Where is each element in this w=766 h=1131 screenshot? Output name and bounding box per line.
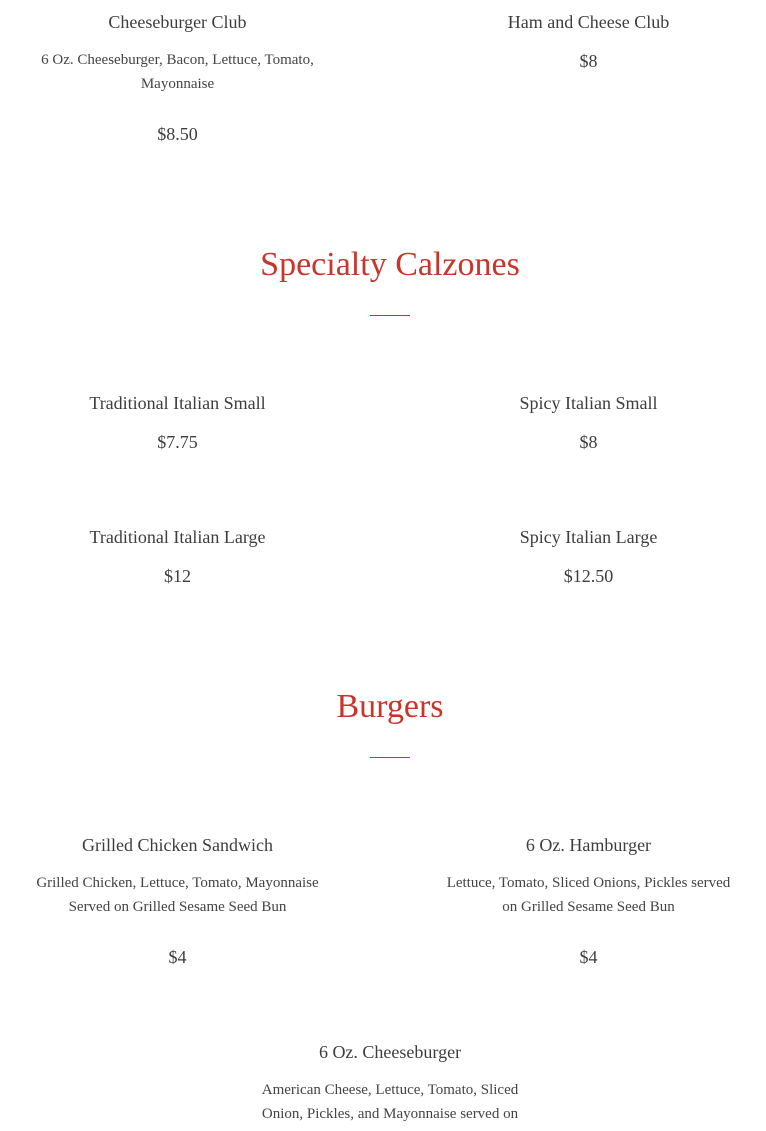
menu-item-description: 6 Oz. Cheeseburger, Bacon, Lettuce, Tomato, Mayonnaise — [41, 52, 314, 92]
menu-item-price: $12 — [164, 566, 191, 586]
menu-item-description: American Cheese, Lettuce, Tomato, Sliced Onion, Pickles, and Mayonnaise served on — [261, 1082, 519, 1122]
menu-item-price: $7.75 — [157, 432, 198, 452]
menu-item-price: $4 — [579, 947, 598, 967]
menu-item-name: Cheeseburger Club — [108, 12, 247, 32]
section-title-burgers: Burgers — [336, 688, 444, 725]
menu-item-name: Traditional Italian Small — [89, 393, 266, 413]
menu-item-description: Grilled Chicken, Lettuce, Tomato, Mayonnaise Served on Grilled Sesame Seed Bun — [36, 875, 319, 915]
section-divider — [370, 315, 410, 316]
menu-item-spicy-italian-large — [411, 525, 766, 588]
section-divider — [370, 757, 410, 758]
menu-item-price: $12.50 — [563, 566, 614, 586]
menu-item-cheeseburger-club — [0, 10, 355, 96]
menu-item-price: $8 — [579, 51, 598, 71]
menu-item-name: Traditional Italian Large — [89, 527, 266, 547]
menu-item-grilled-chicken-sandwich — [0, 833, 355, 919]
menu-item-traditional-italian-large — [0, 525, 355, 588]
menu-item-price: $4 — [168, 947, 187, 967]
menu-item-price-block — [0, 945, 355, 969]
menu-item-ham-and-cheese-club — [411, 10, 766, 34]
section-title-calzones: Specialty Calzones — [260, 246, 520, 283]
menu-item-name: 6 Oz. Hamburger — [525, 835, 652, 855]
menu-item-price: $8 — [579, 432, 598, 452]
menu-item-name: Ham and Cheese Club — [507, 12, 670, 32]
menu-item-6oz-hamburger — [411, 833, 766, 919]
menu-item-name: Grilled Chicken Sandwich — [82, 835, 273, 855]
menu-item-name: Spicy Italian Small — [519, 393, 658, 413]
menu-item-traditional-italian-small — [0, 391, 355, 454]
menu-item-price: $8.50 — [157, 124, 198, 144]
menu-item-name: Spicy Italian Large — [519, 527, 658, 547]
menu-item-6oz-cheeseburger — [210, 1040, 570, 1126]
menu-item-description: Lettuce, Tomato, Sliced Onions, Pickles served on Grilled Sesame Seed Bun — [446, 875, 731, 915]
menu-item-price-block — [411, 49, 766, 73]
menu-item-spicy-italian-small — [411, 391, 766, 454]
menu-item-name: 6 Oz. Cheeseburger — [318, 1042, 462, 1062]
menu-item-price-block — [411, 945, 766, 969]
menu-item-price-block — [0, 122, 355, 146]
